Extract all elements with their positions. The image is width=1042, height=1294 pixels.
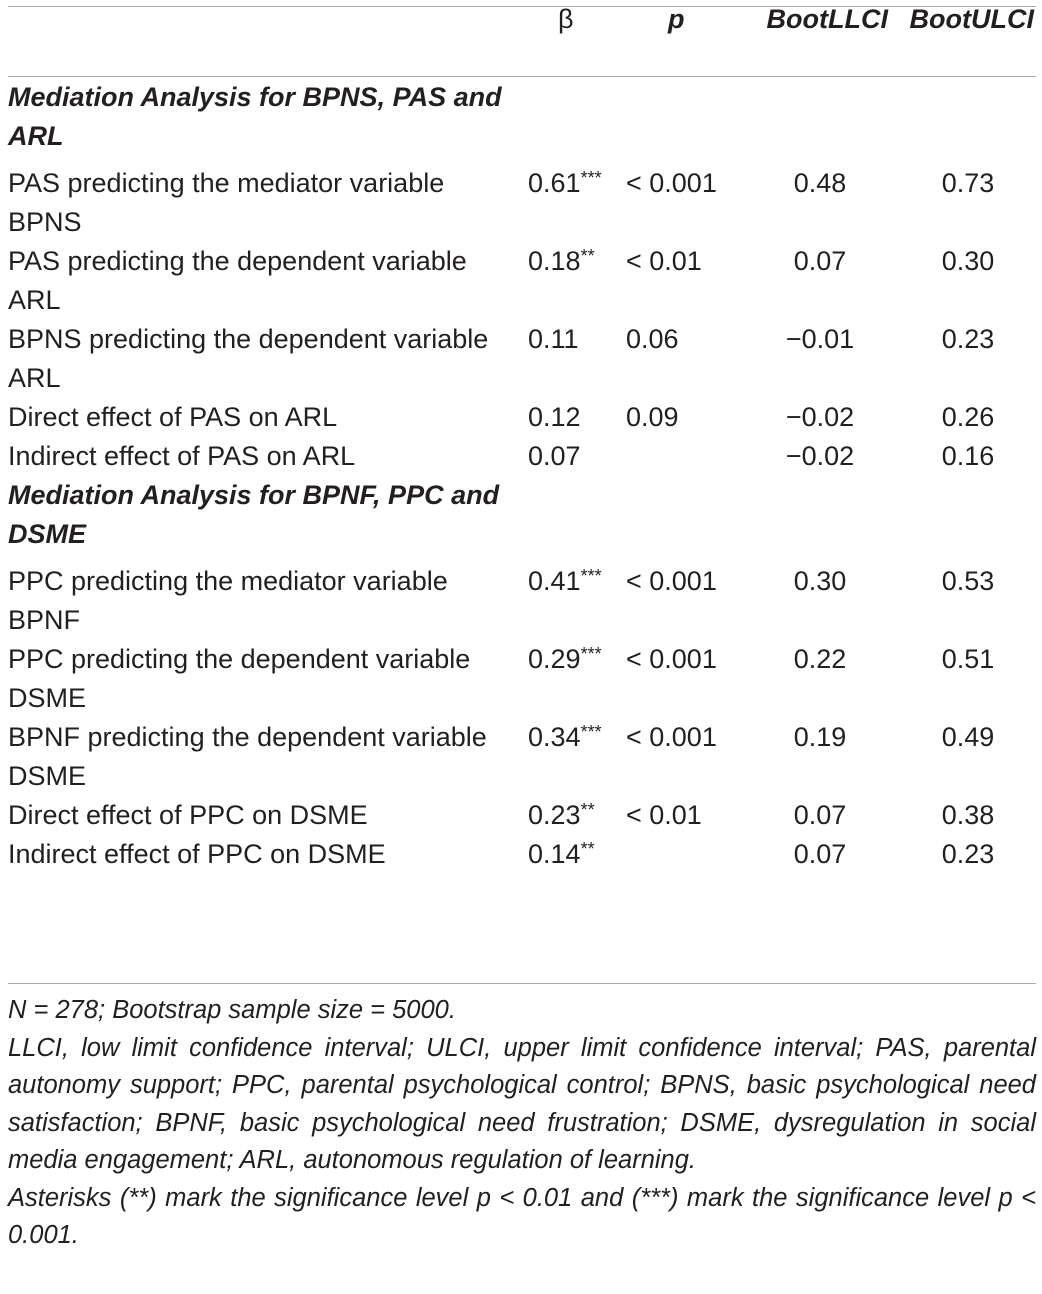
bootllci-value: 0.22 [793, 644, 847, 674]
empty-cell [626, 476, 746, 562]
table-row [0, 242, 1042, 320]
beta-cell [520, 796, 626, 835]
note-asterisks: Asterisks (**) mark the significance level p < 0.01 and (***) mark the significance level p < 0.001. [8, 1183, 1036, 1249]
beta-value: 0.23 [528, 800, 581, 830]
row-label: Indirect effect of PAS on ARL [8, 441, 356, 471]
beta-cell [520, 242, 626, 320]
table-row [0, 718, 1042, 796]
header-p: p [668, 4, 685, 34]
bootllci-value: 0.07 [793, 800, 847, 830]
empty-cell [894, 78, 1042, 164]
beta-cell [520, 835, 626, 874]
note-sample-size: N = 278; Bootstrap sample size = 5000. [8, 996, 456, 1024]
table-row [0, 640, 1042, 718]
section-title: Mediation Analysis for BPNF, PPC and DSME [8, 480, 500, 549]
p-value: < 0.001 [626, 566, 717, 596]
bootulci-value: 0.73 [941, 168, 995, 198]
row-label: Direct effect of PPC on DSME [8, 800, 368, 830]
header-label [0, 0, 520, 78]
row-label: PAS predicting the dependent variable ARL [8, 246, 467, 315]
beta-cell [520, 437, 626, 476]
bootulci-value: 0.23 [941, 324, 995, 354]
beta-value: 0.29 [528, 644, 581, 674]
table-row [0, 835, 1042, 874]
section-header-row [0, 78, 1042, 164]
table-row [0, 320, 1042, 398]
row-label: PPC predicting the mediator variable BPNF [8, 566, 448, 635]
beta-cell [520, 640, 626, 718]
beta-cell [520, 562, 626, 640]
p-value: < 0.001 [626, 644, 717, 674]
beta-value: 0.07 [528, 441, 581, 471]
empty-cell [894, 476, 1042, 562]
empty-cell [626, 78, 746, 164]
p-value: 0.09 [626, 402, 679, 432]
table-row [0, 562, 1042, 640]
beta-value: 0.61 [528, 168, 581, 198]
p-value: < 0.01 [626, 800, 702, 830]
table-notes [8, 992, 1036, 1255]
row-label: BPNS predicting the dependent variable ARL [8, 324, 489, 393]
header-bootllci: BootLLCI [766, 4, 888, 34]
significance-stars: *** [580, 722, 602, 742]
bootllci-value: 0.30 [793, 566, 847, 596]
p-value: < 0.01 [626, 246, 702, 276]
beta-value: 0.41 [528, 566, 581, 596]
bootllci-value: −0.02 [785, 441, 855, 471]
table-row [0, 164, 1042, 242]
p-value [626, 835, 746, 874]
empty-cell [746, 476, 894, 562]
bootllci-value: 0.07 [793, 246, 847, 276]
significance-stars: *** [580, 644, 602, 664]
bootllci-value: 0.48 [793, 168, 847, 198]
table-header-row [0, 0, 1042, 78]
beta-value: 0.14 [528, 839, 581, 869]
bootulci-value: 0.53 [941, 566, 995, 596]
beta-value: 0.34 [528, 722, 581, 752]
beta-cell [520, 164, 626, 242]
bottom-rule [8, 983, 1036, 984]
bootulci-value: 0.23 [941, 839, 995, 869]
section-title: Mediation Analysis for BPNS, PAS and ARL [8, 82, 502, 151]
beta-cell [520, 320, 626, 398]
table-row [0, 437, 1042, 476]
bootulci-value: 0.16 [941, 441, 995, 471]
beta-value: 0.12 [528, 402, 581, 432]
empty-cell [520, 78, 626, 164]
p-value: < 0.001 [626, 168, 717, 198]
empty-cell [520, 476, 626, 562]
bootulci-value: 0.51 [941, 644, 995, 674]
significance-stars: ** [580, 246, 595, 266]
row-label: BPNF predicting the dependent variable DSME [8, 722, 487, 791]
significance-stars: *** [580, 566, 602, 586]
beta-value: 0.11 [528, 324, 579, 354]
significance-stars: *** [580, 168, 602, 188]
section-header-row [0, 476, 1042, 562]
beta-value: 0.18 [528, 246, 581, 276]
bootulci-value: 0.38 [941, 800, 995, 830]
significance-stars: ** [580, 839, 595, 859]
table-row [0, 398, 1042, 437]
bootllci-value: −0.02 [785, 402, 855, 432]
bootulci-value: 0.30 [941, 246, 995, 276]
bootllci-value: −0.01 [785, 324, 855, 354]
row-label: PAS predicting the mediator variable BPNS [8, 168, 445, 237]
row-label: PPC predicting the dependent variable DSME [8, 644, 471, 713]
significance-stars: ** [580, 800, 595, 820]
beta-cell [520, 718, 626, 796]
bootllci-value: 0.19 [793, 722, 847, 752]
empty-cell [746, 78, 894, 164]
row-label: Indirect effect of PPC on DSME [8, 839, 386, 869]
bootulci-value: 0.26 [941, 402, 995, 432]
header-bootulci: BootULCI [909, 4, 1034, 34]
note-abbreviations: LLCI, low limit confidence interval; ULCI, upper limit confidence interval; PAS, parental autonomy support; PPC, parental psychological control; BPNS, basic psychological need satisfaction; BPNF, basic psychological need frustration; DSME, dysregulation in social media engagement; ARL, autonomous regulation of learning. [8, 1033, 1036, 1174]
p-value [626, 437, 746, 476]
bootllci-value: 0.07 [793, 839, 847, 869]
bootulci-value: 0.49 [941, 722, 995, 752]
beta-cell [520, 398, 626, 437]
table-row [0, 796, 1042, 835]
header-beta: β [558, 4, 574, 34]
p-value: < 0.001 [626, 722, 717, 752]
p-value: 0.06 [626, 324, 679, 354]
row-label: Direct effect of PAS on ARL [8, 402, 338, 432]
